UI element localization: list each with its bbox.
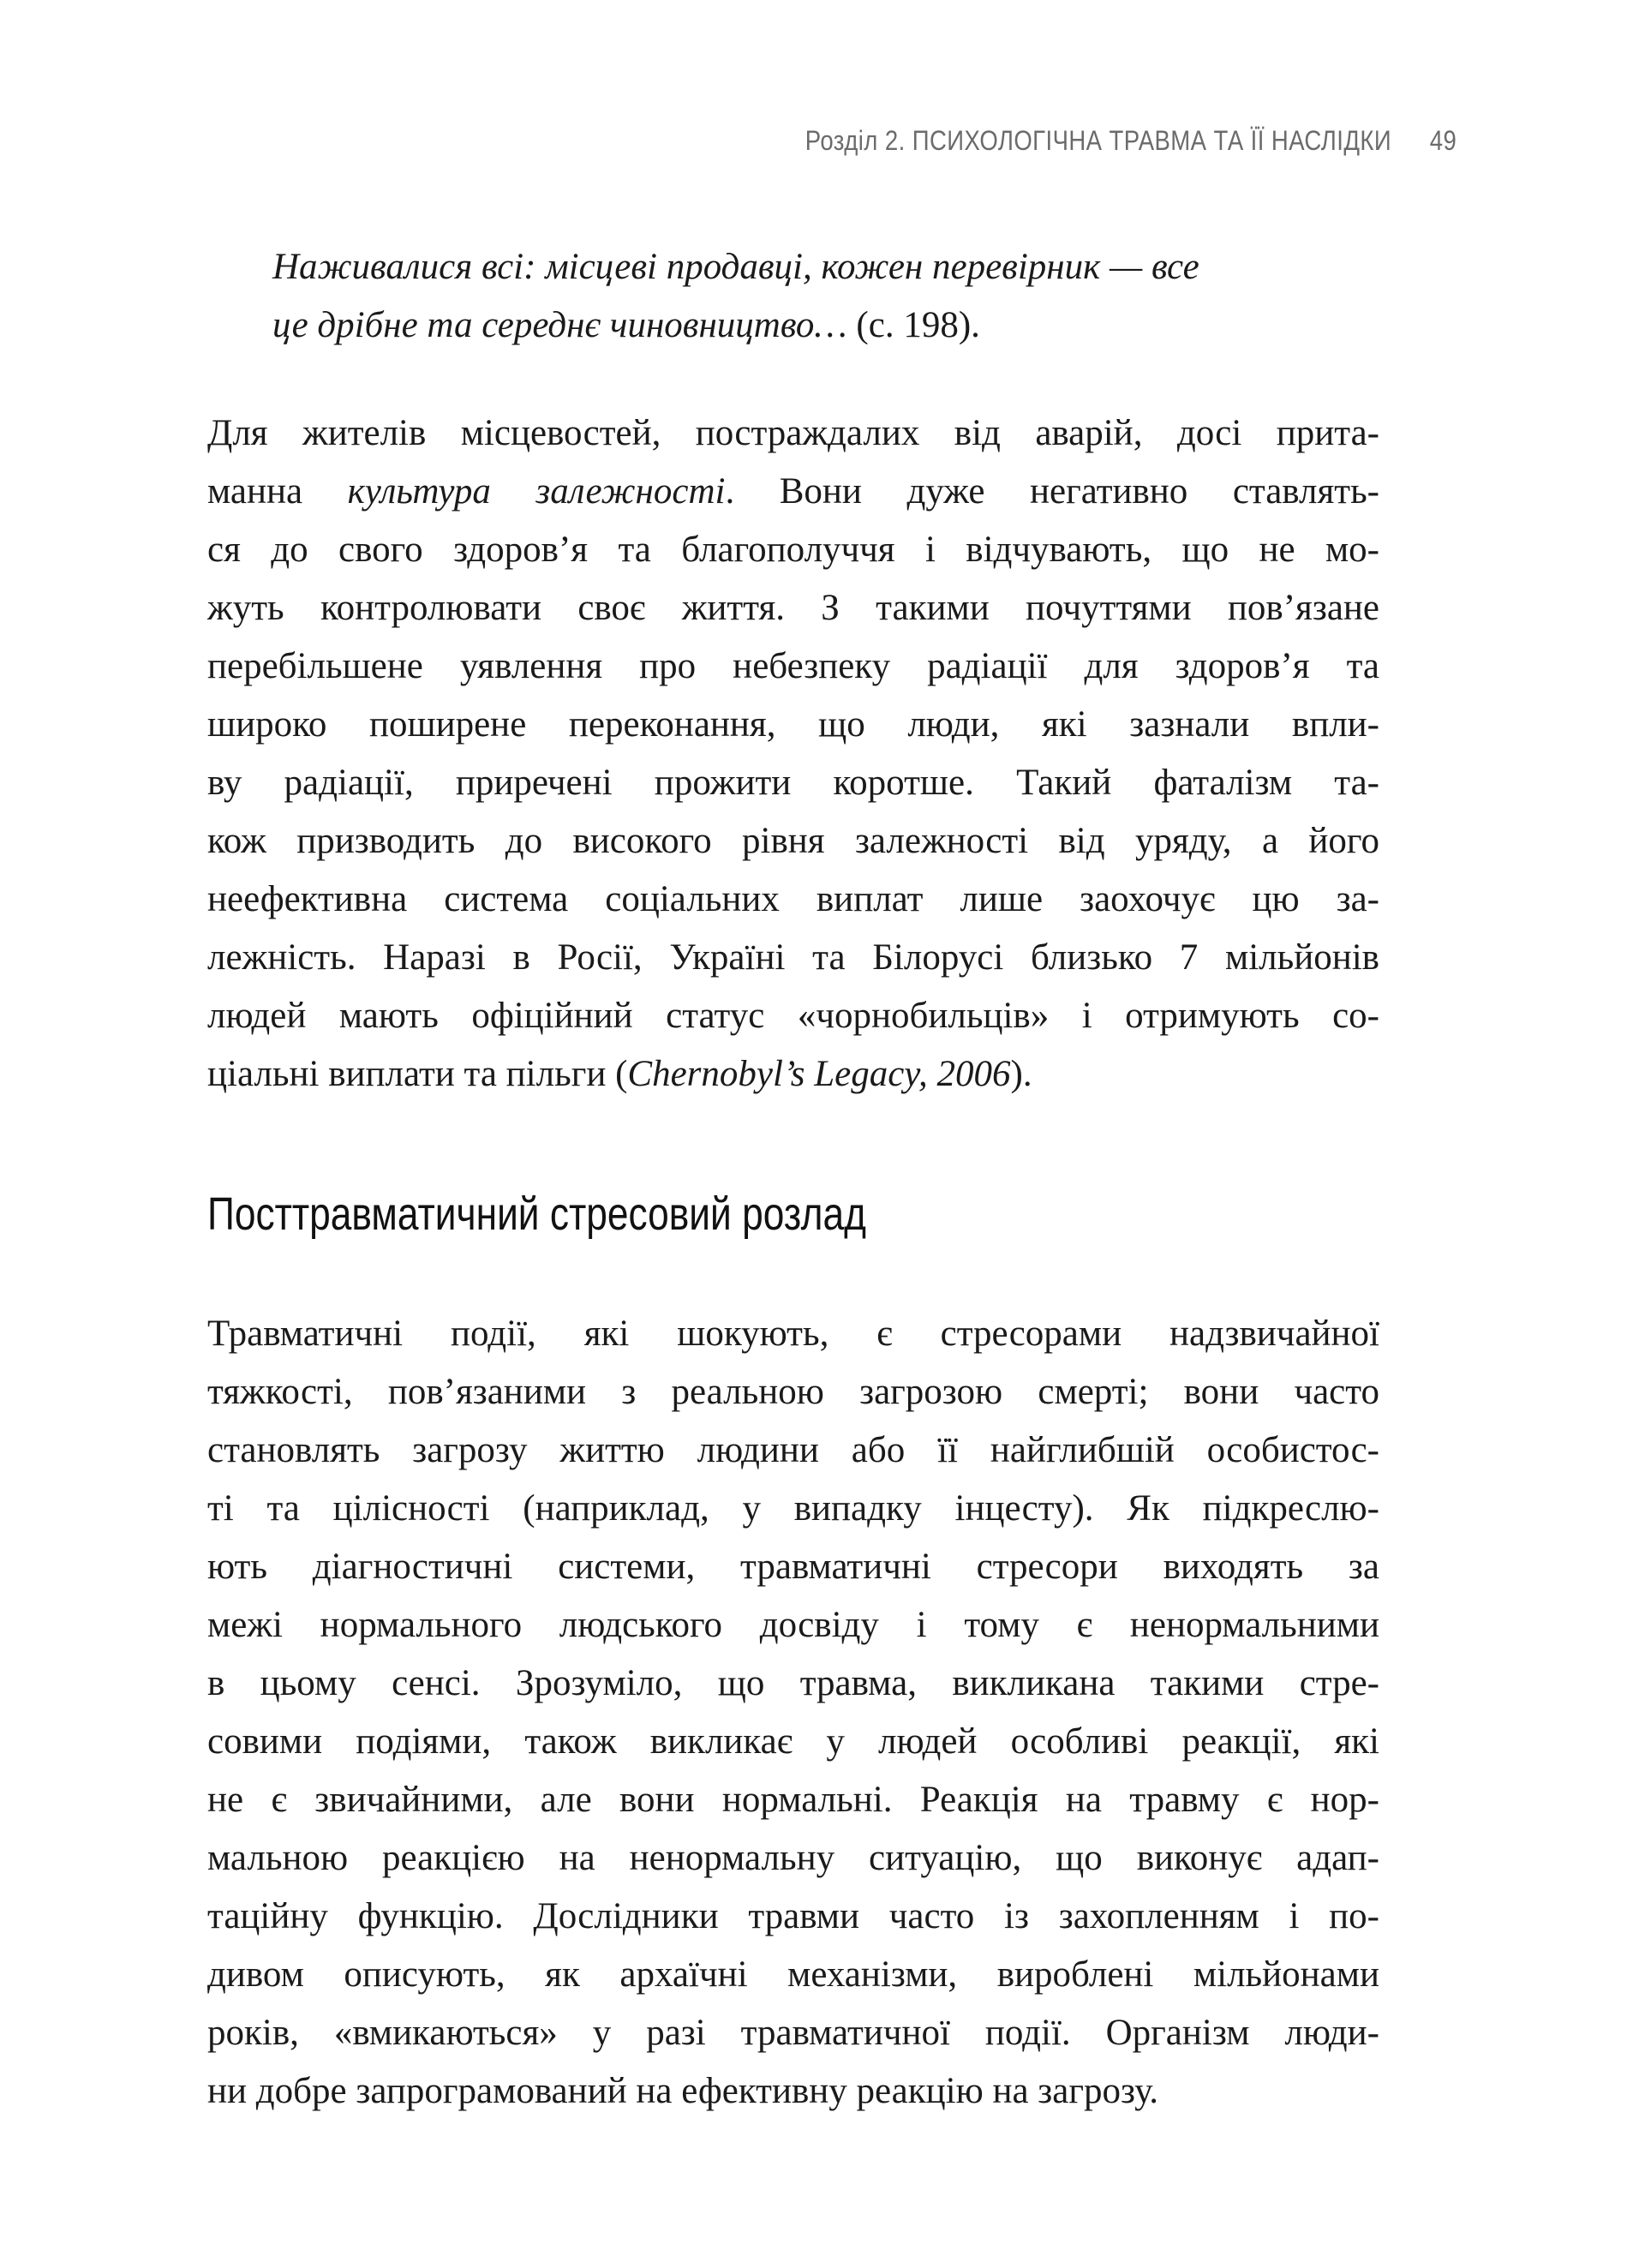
text-run: ву радіації, приречені прожити коротше. Такий фаталізм та- [207, 763, 1379, 803]
text-line [207, 987, 1379, 1045]
text-run: . Вони дуже негативно ставлять- [725, 471, 1379, 512]
text-line [207, 1713, 1379, 1771]
italic-text: культура залежності [347, 471, 726, 512]
text-line [207, 1363, 1379, 1421]
text-run: ). [1010, 1054, 1032, 1094]
text-line [207, 1538, 1379, 1596]
text-run: дивом описують, як архаїчні механізми, вироблені мільйонами [207, 1954, 1379, 1995]
paragraph-2 [207, 1305, 1379, 2121]
text-run: становлять загрозу життю людини або її найглибшій особистос- [207, 1430, 1379, 1470]
text-run: перебільшене уявлення про небезпеку радіації для здоров’я та [207, 646, 1379, 686]
text-run: не є звичайними, але вони нормальні. Реакція на травму є нор- [207, 1780, 1379, 1820]
section-heading: Посттравматичний стресовий розлад [207, 1188, 866, 1240]
text-run: ціальні виплати та пільги ( [207, 1054, 628, 1094]
text-run: в цьому сенсі. Зрозуміло, що травма, викликана такими стре- [207, 1663, 1379, 1703]
text-run: кож призводить до високого рівня залежності від уряду, а його [207, 821, 1379, 861]
italic-text: Наживалися всі: місцеві продавці, кожен перевірник — все [272, 247, 1199, 287]
text-line [207, 929, 1379, 987]
chapter-title: Розділ 2. ПСИХОЛОГІЧНА ТРАВМА ТА ЇЇ НАСЛІДКИ [805, 125, 1391, 156]
text-run: совими подіями, також викликає у людей особливі реакції, які [207, 1721, 1379, 1762]
block-quote [272, 238, 1326, 355]
paragraph-1 [207, 404, 1379, 1104]
text-run: років, «вмикаються» у разі травматичної події. Організм люди- [207, 2013, 1379, 2053]
text-line [207, 463, 1379, 521]
text-line [207, 2004, 1379, 2062]
text-run: межі нормального людського досвіду і тому є ненормальними [207, 1605, 1379, 1645]
text-line [207, 579, 1379, 637]
text-line [207, 871, 1379, 929]
italic-text: це дрібне та середнє чиновництво… [272, 305, 847, 345]
text-line [207, 1480, 1379, 1538]
text-line [207, 1596, 1379, 1655]
page-number: 49 [1429, 125, 1457, 156]
text-run: жуть контролювати своє життя. З такими почуттями пов’язане [207, 588, 1379, 628]
text-run: людей мають офіційний статус «чорнобильців» і отримують со- [207, 996, 1379, 1036]
text-line [207, 696, 1379, 754]
text-run: широко поширене переконання, що люди, які зазнали впли- [207, 704, 1379, 745]
text-line [207, 637, 1379, 696]
text-run: лежність. Наразі в Росії, Україні та Білорусі близько 7 мільйонів [207, 937, 1379, 978]
text-run: ті та цілісності (наприклад, у випадку інцесту). Як підкреслю- [207, 1488, 1379, 1529]
text-line [207, 521, 1379, 579]
text-line [207, 1771, 1379, 1829]
text-line [207, 1045, 1379, 1104]
text-line [272, 238, 1326, 296]
running-head [805, 125, 1457, 157]
text-line [207, 1946, 1379, 2004]
text-line [207, 1305, 1379, 1363]
text-line [207, 1829, 1379, 1888]
text-run: ни добре запрограмований на ефективну реакцію на загрозу. [207, 2071, 1159, 2111]
text-run: ся до свого здоров’я та благополуччя і відчувають, що не мо- [207, 530, 1379, 570]
text-run: Для жителів місцевостей, постраждалих від аварій, досі прита- [207, 413, 1379, 453]
text-run: ють діагностичні системи, травматичні стресори виходять за [207, 1547, 1379, 1587]
italic-text: Chernobyl’s Legacy, 2006 [627, 1054, 1011, 1094]
text-run: (с. 198). [846, 305, 980, 345]
text-run: мальною реакцією на ненормальну ситуацію, що виконує адап- [207, 1838, 1379, 1878]
text-run: таційну функцію. Дослідники травми часто із захопленням і по- [207, 1896, 1379, 1936]
text-run: неефективна система соціальних виплат лише заохочує цю за- [207, 879, 1379, 919]
text-line [207, 754, 1379, 812]
text-line [207, 812, 1379, 871]
text-line [207, 404, 1379, 463]
text-run: тяжкості, пов’язаними з реальною загрозою смерті; вони часто [207, 1372, 1379, 1412]
text-run: Травматичні події, які шокують, є стресорами надзвичайної [207, 1314, 1379, 1354]
text-line [207, 1888, 1379, 1946]
text-line [207, 1421, 1379, 1480]
text-line [207, 1655, 1379, 1713]
text-run: манна [207, 471, 348, 512]
text-line [207, 2062, 1379, 2121]
text-line [272, 296, 1326, 355]
